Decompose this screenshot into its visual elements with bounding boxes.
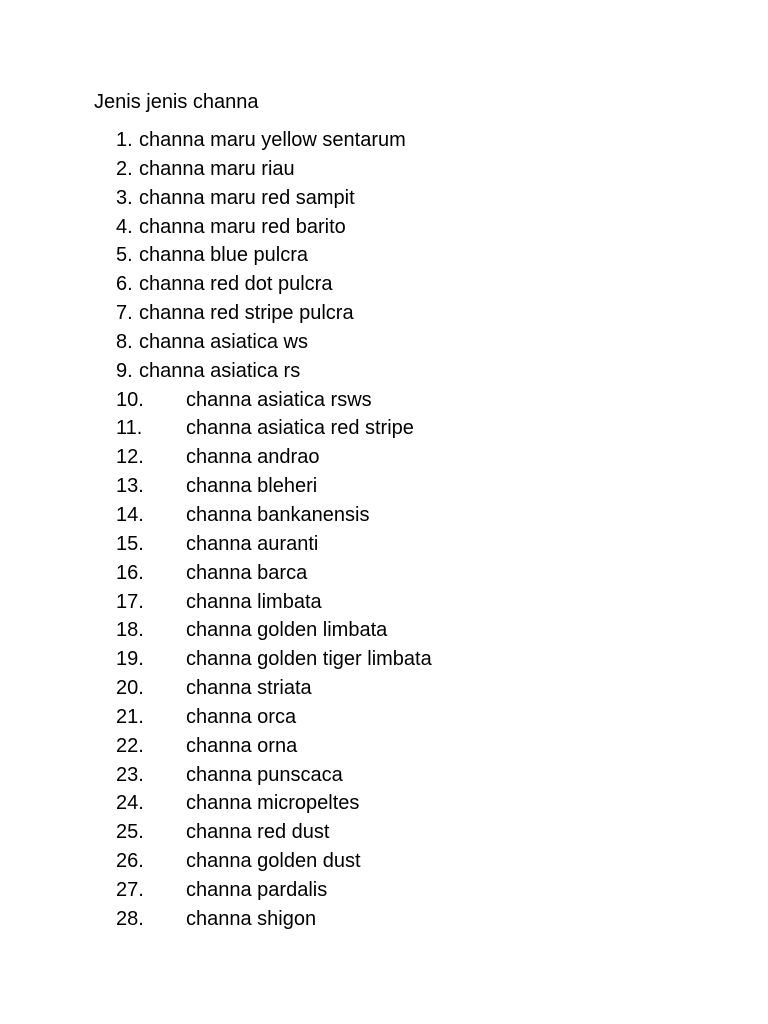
list-item: [0, 126, 700, 155]
list-item: [0, 732, 700, 761]
list-item: [0, 386, 700, 415]
list-item-text: channa barca: [186, 561, 308, 584]
list-item: [0, 588, 700, 617]
list-item-text: channa orca: [186, 705, 297, 728]
list-item-number: 4.: [116, 215, 133, 238]
list-item-number: 5.: [116, 244, 133, 267]
list-item: [0, 876, 700, 905]
list-item: [0, 530, 700, 559]
list-item-text: channa maru riau: [139, 157, 295, 180]
list-item-number: 26.: [116, 850, 144, 873]
list-item: [0, 241, 700, 270]
list-item-text: channa bleheri: [186, 475, 318, 498]
list-item: [0, 616, 700, 645]
list-item-number: 14.: [116, 503, 144, 526]
list-item: [0, 761, 700, 790]
list-item-text: channa golden dust: [186, 850, 361, 873]
list-item: [0, 501, 700, 530]
list-item-number: 24.: [116, 792, 144, 815]
list-item: [0, 328, 700, 357]
list-item-text: channa asiatica red stripe: [186, 417, 414, 440]
list-item-text: channa orna: [186, 734, 298, 757]
list-item: [0, 789, 700, 818]
list-item-number: 15.: [116, 532, 144, 555]
list-item: [0, 414, 700, 443]
numbered-list: [0, 126, 700, 934]
list-item-text: channa red stripe pulcra: [139, 302, 354, 325]
list-item: [0, 155, 700, 184]
list-item-number: 10.: [116, 388, 144, 411]
list-item-number: 19.: [116, 648, 144, 671]
list-item-text: channa red dot pulcra: [139, 273, 333, 296]
list-item-text: channa punscaca: [186, 763, 343, 786]
list-item-text: channa asiatica rsws: [186, 388, 372, 411]
list-item: [0, 299, 700, 328]
list-item-number: 20.: [116, 677, 144, 700]
document-title: Jenis jenis channa: [94, 91, 259, 113]
list-item-number: 13.: [116, 475, 144, 498]
list-item-number: 17.: [116, 590, 144, 613]
list-item-text: channa limbata: [186, 590, 322, 613]
list-item-number: 25.: [116, 821, 144, 844]
list-item-number: 28.: [116, 907, 144, 930]
list-item: [0, 443, 700, 472]
list-item-text: channa maru yellow sentarum: [139, 129, 406, 151]
list-item: [0, 645, 700, 674]
list-item: [0, 357, 700, 386]
list-item: [0, 270, 700, 299]
list-item-number: 27.: [116, 878, 144, 901]
list-item: [0, 559, 700, 588]
list-item-number: 21.: [116, 705, 144, 728]
list-item-text: channa maru red sampit: [139, 186, 355, 209]
list-item: [0, 184, 700, 213]
list-item-text: channa golden tiger limbata: [186, 648, 432, 671]
list-item-number: 9.: [116, 359, 133, 382]
list-item-number: 11.: [116, 417, 143, 440]
list-item-text: channa asiatica ws: [139, 330, 308, 353]
list-item-text: channa striata: [186, 677, 312, 700]
list-item-text: channa micropeltes: [186, 792, 360, 815]
list-item-text: channa blue pulcra: [139, 244, 309, 267]
list-item-text: channa shigon: [186, 907, 317, 930]
list-item: [0, 674, 700, 703]
list-item-number: 1.: [116, 129, 133, 151]
list-item-number: 8.: [116, 330, 133, 353]
list-item-number: 22.: [116, 734, 144, 757]
list-item-text: channa golden limbata: [186, 619, 388, 642]
list-item: [0, 213, 700, 242]
list-item-text: channa red dust: [186, 821, 330, 844]
list-item: [0, 472, 700, 501]
list-item-text: channa andrao: [186, 446, 320, 469]
list-item-text: channa auranti: [186, 532, 319, 555]
list-item-number: 2.: [116, 157, 133, 180]
list-item-number: 7.: [116, 302, 133, 325]
list-item: [0, 905, 700, 934]
list-item: [0, 818, 700, 847]
list-item: [0, 703, 700, 732]
list-item-number: 12.: [116, 446, 144, 469]
list-item-text: channa maru red barito: [139, 215, 346, 238]
list-item-text: channa pardalis: [186, 878, 328, 901]
list-item-number: 16.: [116, 561, 144, 584]
list-item-text: channa bankanensis: [186, 503, 370, 526]
list-item-number: 18.: [116, 619, 144, 642]
list-item: [0, 847, 700, 876]
list-item-number: 23.: [116, 763, 144, 786]
list-item-text: channa asiatica rs: [139, 359, 301, 382]
list-item-number: 3.: [116, 186, 133, 209]
list-item-number: 6.: [116, 273, 133, 296]
